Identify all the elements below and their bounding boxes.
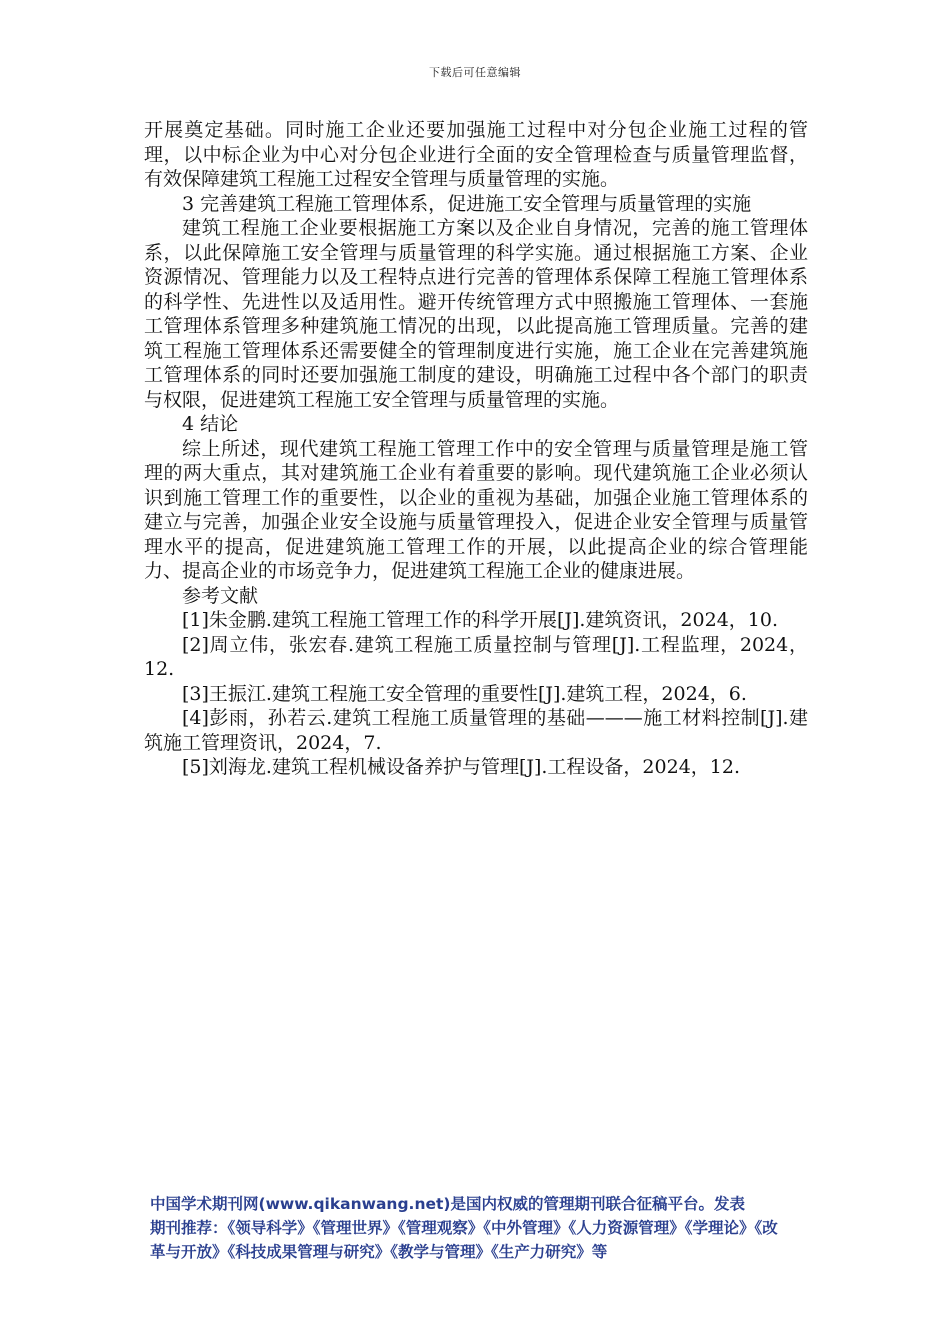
reference-item-3: [3]王振江.建筑工程施工安全管理的重要性[J].建筑工程，2024，6. <box>182 682 747 705</box>
section-3-paragraph: 建筑工程施工企业要根据施工方案以及企业自身情况，完善的施工管理体系，以此保障施工安全管理与质量管理的科学实施。通过根据施工方案、企业资源情况、管理能力以及工程特点进行完善的管理体系保障工程施工管理体系的科学性、先进性以及适用性。避开传统管理方式中照搬施工管理体、一套施工管理体系管理多种建筑施工情况的出现，以此提高施工管理质量。完善的建筑工程施工管理体系还需要健全的管理制度进行实施，施工企业在完善建筑施工管理体系的同时还要加强施工制度的建设，明确施工过程中各个部门的职责与权限，促进建筑工程施工安全管理与质量管理的实施。 <box>144 217 808 411</box>
section-4-paragraph: 综上所述，现代建筑工程施工管理工作中的安全管理与质量管理是施工管理的两大重点，其对建筑施工企业有着重要的影响。现代建筑施工企业必须认识到施工管理工作的重要性，以企业的重视为基础，加强企业施工管理体系的建立与完善，加强企业安全设施与质量管理投入，促进企业安全管理与质量管理水平的提高，促进建筑施工管理工作的开展，以此提高企业的综合管理能力、提高企业的市场竞争力，促进建筑工程施工企业的健康进展。 <box>144 437 808 582</box>
footer-line-2: 期刊推荐：《领导科学》《管理世界》《管理观察》《中外管理》《人力资源管理》《学理论》《改 <box>150 1219 778 1237</box>
reference-item-4: [4]彭雨，孙若云.建筑工程施工质量管理的基础———施工材料控制[J].建筑施工管理资讯，2024，7. <box>144 707 808 754</box>
document-body <box>144 118 808 780</box>
page-header-note: 下载后可任意编辑 <box>429 66 521 79</box>
section-4-heading: 4 结论 <box>182 413 239 435</box>
footer-line-1: 中国学术期刊网(www.qikanwang.net)是国内权威的管理期刊联合征稿平台。发表 <box>150 1195 745 1213</box>
footer-advertisement <box>150 1192 810 1264</box>
footer-line-3: 革与开放》《科技成果管理与研究》《教学与管理》《生产力研究》等 <box>150 1243 608 1261</box>
paragraph-continuation: 开展奠定基础。同时施工企业还要加强施工过程中对分包企业施工过程的管理，以中标企业为中心对分包企业进行全面的安全管理检查与质量管理监督，有效保障建筑工程施工过程安全管理与质量管理的实施。 <box>144 119 808 190</box>
references-heading: 参考文献 <box>182 584 259 607</box>
section-3-heading: 3 完善建筑工程施工管理体系，促进施工安全管理与质量管理的实施 <box>182 192 752 215</box>
reference-item-1: [1]朱金鹏.建筑工程施工管理工作的科学开展[J].建筑资讯，2024，10. <box>182 609 779 631</box>
reference-item-2: [2]周立伟，张宏春.建筑工程施工质量控制与管理[J].工程监理，2024，12. <box>144 633 808 680</box>
reference-item-5: [5]刘海龙.建筑工程机械设备养护与管理[J].工程设备，2024，12. <box>182 756 741 778</box>
